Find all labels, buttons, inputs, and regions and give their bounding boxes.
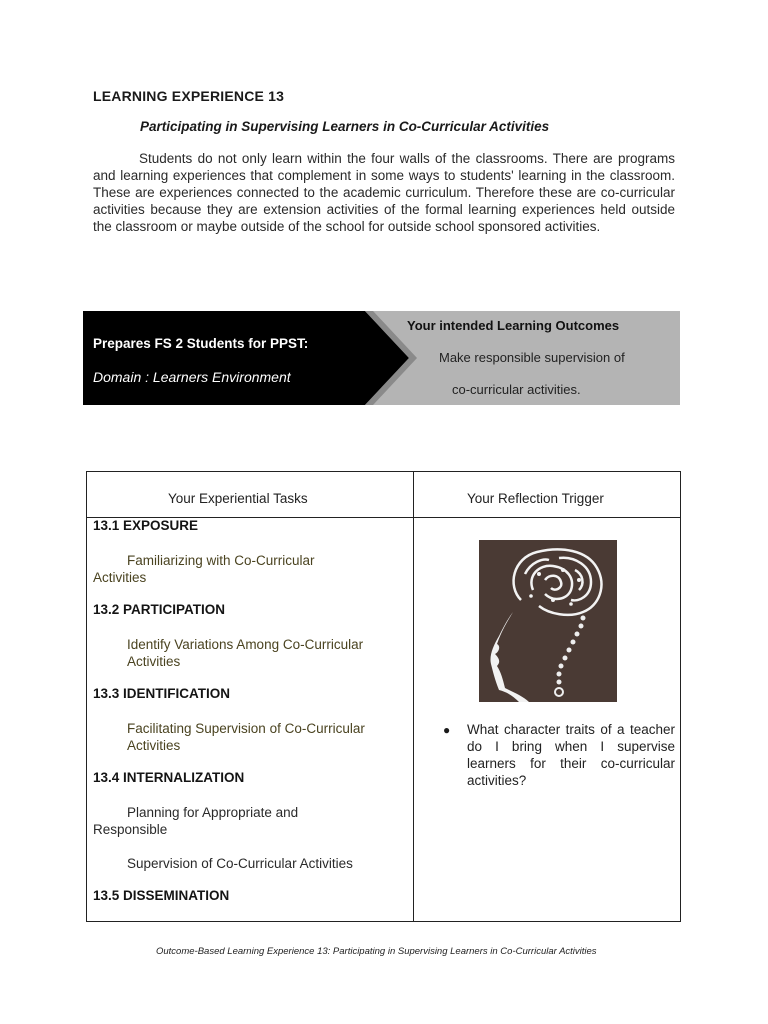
exposure-task-line2: Activities (93, 570, 147, 585)
domain-label: Domain : Learners Environment (93, 369, 291, 385)
outcomes-title: Your intended Learning Outcomes (407, 318, 620, 333)
bullet-icon: ● (443, 723, 451, 737)
identification-task-line1: Facilitating Supervision of Co-Curricular (127, 721, 365, 736)
reflection-question: What character traits of a teacher do I bring when I supervise learners for their co-curricular activities? (467, 722, 675, 788)
section-dissemination-title: 13.5 DISSEMINATION (93, 888, 230, 903)
thinking-head-illustration (479, 540, 617, 702)
outcome-line-2: co-curricular activities. (452, 382, 581, 397)
tasks-table (86, 471, 681, 922)
intro-paragraph: Students do not only learn within the four walls of the classrooms. There are programs and learning experiences that complement in some ways to students' learning in the classroom. These are experiences connected to the academic curriculum. Therefore these are co-curricular activities because they are extension activities of the formal learning experiences held outside the classroom or maybe outside of the school for outside school sponsored activities. (93, 151, 675, 234)
section-identification-title: 13.3 IDENTIFICATION (93, 686, 231, 701)
exposure-task-line1: Familiarizing with Co-Curricular (127, 553, 315, 568)
identification-task-line2: Activities (127, 738, 181, 753)
internalization-task-line2: Responsible (93, 822, 168, 837)
ppst-label: Prepares FS 2 Students for PPST: (93, 336, 309, 351)
page-footer: Outcome-Based Learning Experience 13: Participating in Supervising Learners in Co-Curricular Activities (156, 946, 597, 957)
section-exposure-title: 13.1 EXPOSURE (93, 518, 199, 533)
section-internalization-title: 13.4 INTERNALIZATION (93, 770, 245, 785)
internalization-task-line3: Supervision of Co-Curricular Activities (127, 856, 353, 871)
page-subtitle: Participating in Supervising Learners in Co-Curricular Activities (140, 119, 550, 134)
outcomes-banner (83, 311, 680, 405)
outcome-line-1: Make responsible supervision of (439, 350, 625, 365)
reflection-trigger-header: Your Reflection Trigger (467, 491, 604, 506)
internalization-task-line1: Planning for Appropriate and (127, 805, 299, 820)
section-participation-title: 13.2 PARTICIPATION (93, 602, 226, 617)
participation-task-line1: Identify Variations Among Co-Curricular (127, 637, 364, 652)
participation-task-line2: Activities (127, 654, 181, 669)
page-heading: LEARNING EXPERIENCE 13 (93, 88, 285, 104)
column-divider (413, 472, 414, 921)
experiential-tasks-header: Your Experiential Tasks (168, 491, 308, 506)
